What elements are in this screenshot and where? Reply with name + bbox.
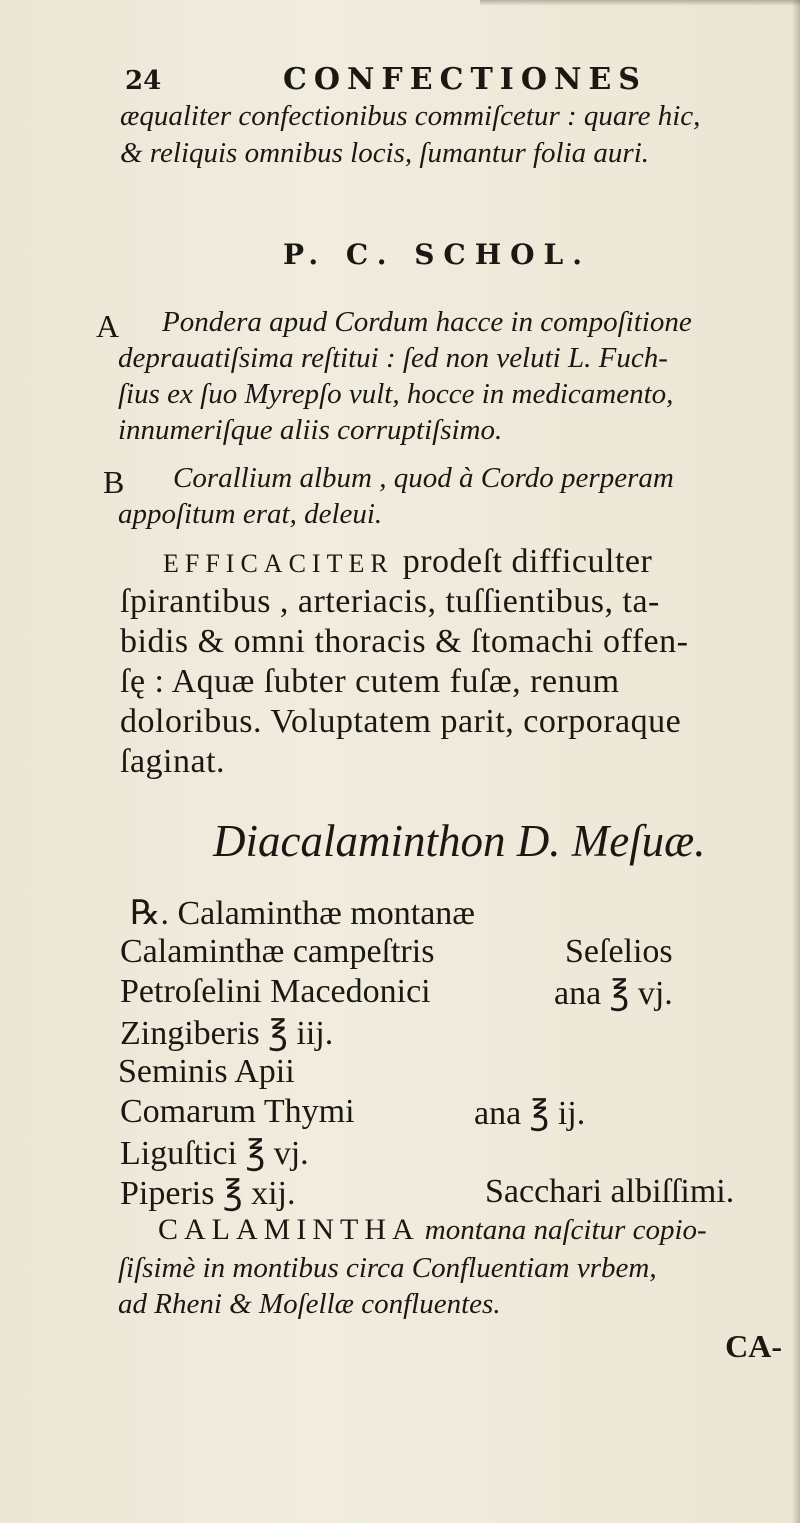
efficaciter-line-1 bbox=[163, 543, 652, 581]
page-number: 24 bbox=[125, 66, 162, 96]
note-a-line-3: ſius ex ſuo Myrepſo vult, hocce in medicamento, bbox=[118, 378, 674, 410]
note-a-line-2: deprauatiſsima reſtitui : ſed non veluti L. Fuch- bbox=[118, 342, 668, 374]
recipe-line-3a: Petroſelini Macedonici bbox=[120, 973, 431, 1010]
page-edge-shadow bbox=[792, 0, 800, 1523]
intro-line-1: æqualiter confectionibus commiſcetur : quare hic, bbox=[120, 100, 701, 132]
page-top-edge bbox=[480, 0, 800, 6]
recipe-line-3b: ana ℥ vj. bbox=[554, 975, 673, 1012]
recipe-line-2a: Calaminthæ campeſtris bbox=[120, 933, 435, 970]
calamintha-line-1 bbox=[158, 1213, 707, 1247]
efficaciter-line-3: bidis & omni thoracis & ſtomachi offen- bbox=[120, 623, 689, 660]
recipe-line-8b: Sacchari albiſſimi. bbox=[485, 1173, 735, 1210]
calamintha-line-1-rest: montana naſcitur copio- bbox=[424, 1214, 707, 1246]
recipe-line-5: Seminis Apii bbox=[118, 1053, 295, 1090]
calamintha-line-3: ad Rheni & Moſellæ confluentes. bbox=[118, 1288, 501, 1320]
calamintha-line-2: ſiſsimè in montibus circa Confluentiam vrbem, bbox=[118, 1252, 657, 1284]
recipe-title: Diacalaminthon D. Meſuæ. bbox=[213, 816, 706, 866]
efficaciter-line-6: ſaginat. bbox=[120, 743, 226, 780]
recipe-line-6a: Comarum Thymi bbox=[120, 1093, 355, 1130]
efficaciter-line-5: doloribus. Voluptatem parit, corporaque bbox=[120, 703, 682, 740]
catchword: CA- bbox=[725, 1328, 782, 1364]
note-b-marker: B bbox=[103, 464, 125, 500]
note-a-line-4: innumeriſque aliis corruptiſsimo. bbox=[118, 414, 503, 446]
recipe-line-7: Liguſtici ℥ vj. bbox=[120, 1135, 309, 1172]
recipe-line-8a: Piperis ℥ xij. bbox=[120, 1175, 296, 1212]
running-head: CONFECTIONES bbox=[283, 62, 647, 97]
note-a-marker: A bbox=[96, 308, 120, 344]
note-b-line-2: appoſitum erat, deleui. bbox=[118, 498, 383, 530]
scholion-heading: P. C. SCHOL. bbox=[283, 238, 591, 271]
recipe-line-1: ℞. Calaminthæ montanæ bbox=[130, 895, 475, 932]
recipe-line-2b: Seſelios bbox=[565, 933, 673, 970]
note-b-line-1: Corallium album , quod à Cordo perperam bbox=[173, 462, 674, 494]
efficaciter-lead: EFFICACITER bbox=[163, 549, 394, 578]
note-a-line-1: Pondera apud Cordum hacce in compoſitione bbox=[162, 306, 692, 338]
recipe-line-6b: ana ℥ ij. bbox=[474, 1095, 586, 1132]
efficaciter-line-1-rest: prodeſt difficulter bbox=[402, 543, 653, 580]
efficaciter-line-4: ſę : Aquæ ſubter cutem fuſæ, renum bbox=[120, 663, 620, 700]
recipe-line-4: Zingiberis ℥ iij. bbox=[120, 1015, 334, 1052]
efficaciter-line-2: ſpirantibus , arteriacis, tuſſientibus, ta- bbox=[120, 583, 660, 620]
intro-line-2: & reliquis omnibus locis, ſumantur folia auri. bbox=[120, 137, 650, 169]
calamintha-lead: CALAMINTHA bbox=[158, 1213, 420, 1246]
